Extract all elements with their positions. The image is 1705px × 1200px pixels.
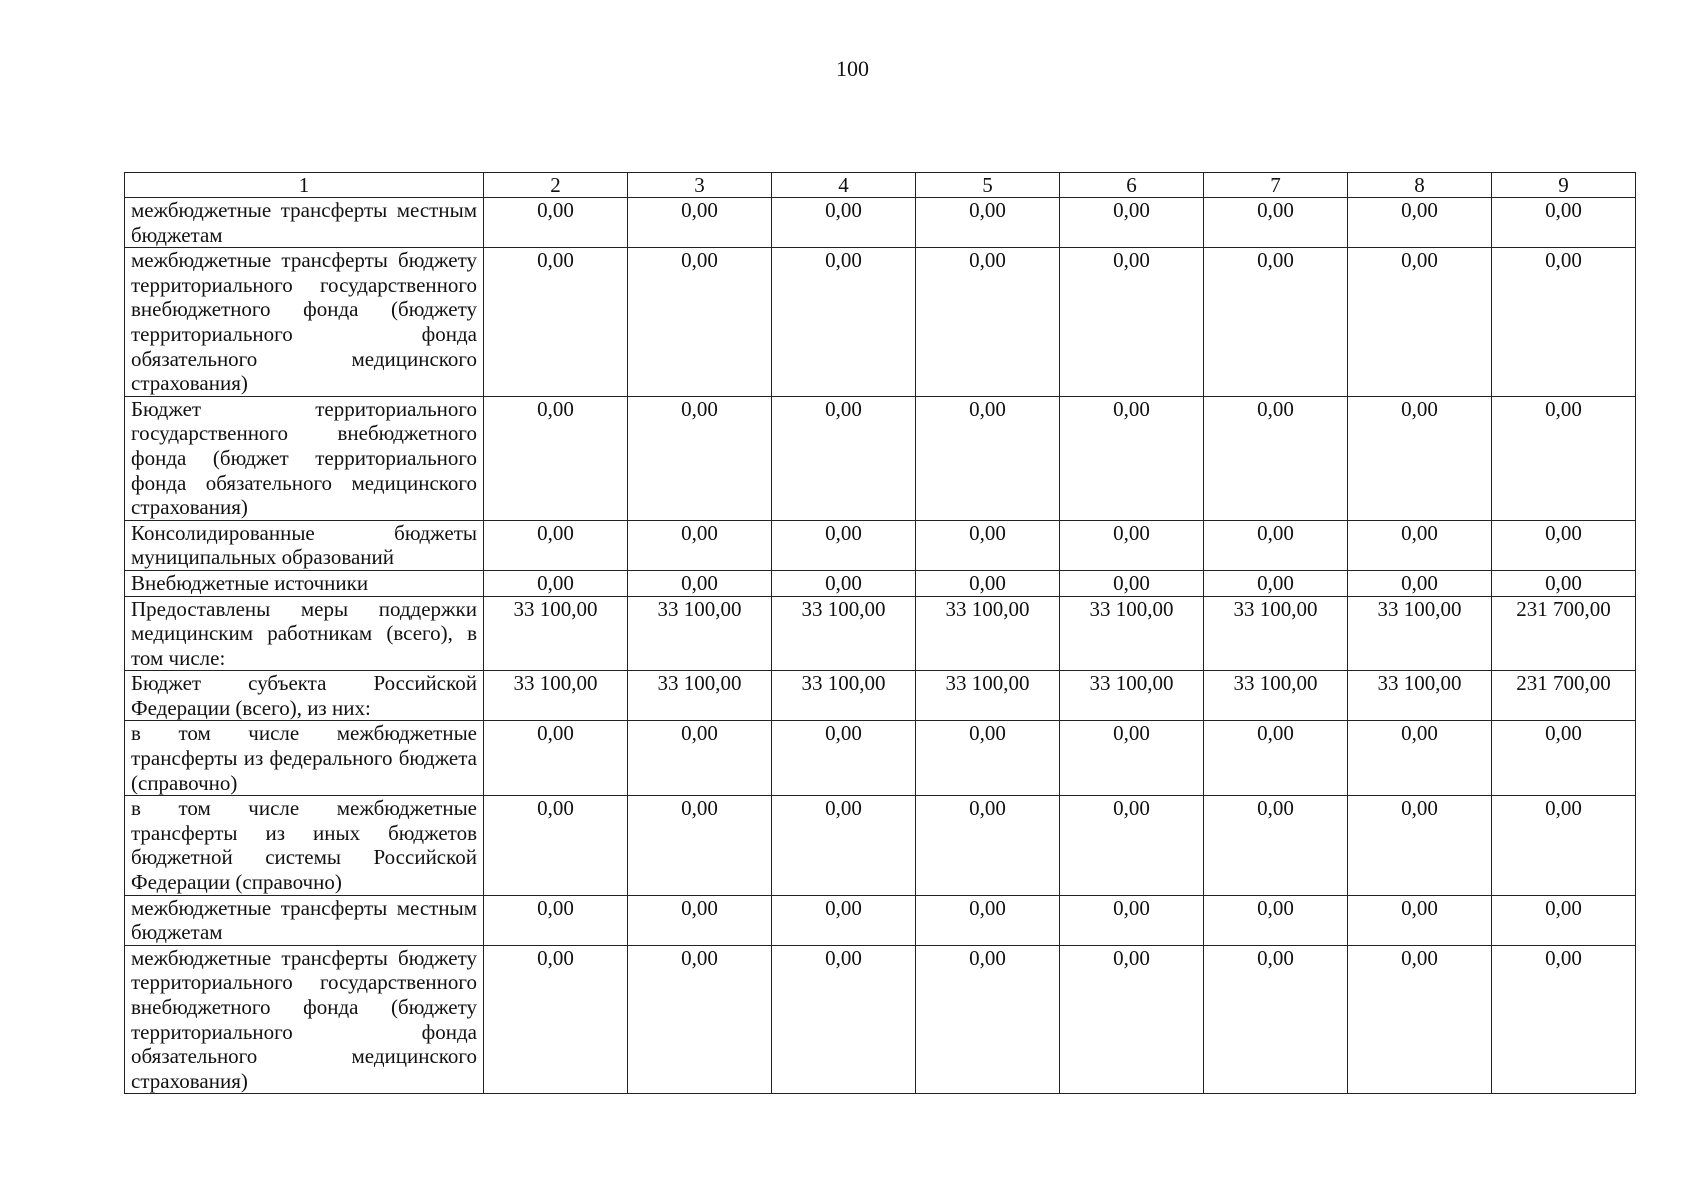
value-cell: 33 100,00 [1204,596,1348,671]
budget-table [124,172,1636,1094]
value-cell: 0,00 [1348,396,1492,520]
value-cell: 33 100,00 [1060,671,1204,721]
value-cell: 0,00 [1348,248,1492,397]
value-cell: 0,00 [628,895,772,945]
value-cell: 33 100,00 [1060,596,1204,671]
value-cell: 0,00 [772,796,916,895]
value-cell: 0,00 [1060,721,1204,796]
value-cell: 0,00 [1204,796,1348,895]
value-cell: 0,00 [1060,796,1204,895]
value-cell: 33 100,00 [484,671,628,721]
value-cell: 33 100,00 [772,671,916,721]
table-row [125,520,1636,570]
value-cell: 33 100,00 [772,596,916,671]
value-cell: 0,00 [1492,570,1636,596]
value-cell: 0,00 [1348,570,1492,596]
value-cell: 0,00 [484,895,628,945]
page-number: 100 [836,56,869,81]
row-label: Бюджет территориального государственного внебюджетного фонда (бюджет территориального фонда обязательного медицинского страхования) [125,396,484,520]
value-cell: 0,00 [628,396,772,520]
value-cell: 0,00 [1348,721,1492,796]
value-cell: 0,00 [1060,945,1204,1094]
value-cell: 0,00 [484,945,628,1094]
value-cell: 0,00 [916,796,1060,895]
value-cell: 33 100,00 [916,671,1060,721]
value-cell: 0,00 [772,895,916,945]
value-cell: 0,00 [628,796,772,895]
value-cell: 0,00 [1348,796,1492,895]
value-cell: 0,00 [484,198,628,248]
value-cell: 0,00 [1492,721,1636,796]
table-row [125,721,1636,796]
value-cell: 0,00 [1060,396,1204,520]
value-cell: 0,00 [484,570,628,596]
value-cell: 0,00 [916,198,1060,248]
table-row [125,796,1636,895]
value-cell: 0,00 [628,248,772,397]
value-cell: 0,00 [1492,945,1636,1094]
value-cell: 0,00 [1204,396,1348,520]
value-cell: 0,00 [1348,945,1492,1094]
value-cell: 33 100,00 [1204,671,1348,721]
table-row [125,198,1636,248]
row-label: Внебюджетные источники [125,570,484,596]
row-label: межбюджетные трансферты местным бюджетам [125,198,484,248]
table-row [125,570,1636,596]
row-label: Предоставлены меры поддержки медицинским работникам (всего), в том числе: [125,596,484,671]
value-cell: 0,00 [772,248,916,397]
table-body [125,198,1636,1094]
value-cell: 0,00 [628,945,772,1094]
value-cell: 0,00 [1492,796,1636,895]
value-cell: 0,00 [916,520,1060,570]
column-header: 6 [1060,173,1204,198]
row-label: межбюджетные трансферты местным бюджетам [125,895,484,945]
table-row [125,671,1636,721]
value-cell: 33 100,00 [916,596,1060,671]
value-cell: 0,00 [916,945,1060,1094]
value-cell: 0,00 [484,396,628,520]
column-header: 4 [772,173,916,198]
value-cell: 0,00 [772,945,916,1094]
table-row [125,945,1636,1094]
value-cell: 0,00 [916,895,1060,945]
column-header: 7 [1204,173,1348,198]
value-cell: 0,00 [1060,198,1204,248]
value-cell: 0,00 [916,248,1060,397]
value-cell: 0,00 [916,721,1060,796]
column-header: 2 [484,173,628,198]
value-cell: 0,00 [1348,198,1492,248]
value-cell: 0,00 [1204,198,1348,248]
value-cell: 0,00 [484,520,628,570]
value-cell: 0,00 [1492,248,1636,397]
value-cell: 0,00 [772,570,916,596]
row-label: в том числе межбюджетные трансферты из иных бюджетов бюджетной системы Российской Федерации (справочно) [125,796,484,895]
row-label: в том числе межбюджетные трансферты из федерального бюджета (справочно) [125,721,484,796]
row-label: межбюджетные трансферты бюджету территориального государственного внебюджетного фонда (бюджету территориального фонда обязательного медицинского страхования) [125,945,484,1094]
value-cell: 33 100,00 [1348,671,1492,721]
value-cell: 0,00 [916,396,1060,520]
value-cell: 0,00 [1060,520,1204,570]
row-label: Консолидированные бюджеты муниципальных образований [125,520,484,570]
value-cell: 33 100,00 [628,596,772,671]
value-cell: 0,00 [772,198,916,248]
value-cell: 0,00 [1204,520,1348,570]
value-cell: 0,00 [484,721,628,796]
table-row [125,396,1636,520]
column-header: 8 [1348,173,1492,198]
value-cell: 0,00 [628,520,772,570]
value-cell: 33 100,00 [1348,596,1492,671]
header-row [125,173,1636,198]
value-cell: 0,00 [772,396,916,520]
value-cell: 0,00 [1492,895,1636,945]
column-header: 9 [1492,173,1636,198]
value-cell: 0,00 [772,520,916,570]
value-cell: 0,00 [1492,396,1636,520]
value-cell: 0,00 [1204,570,1348,596]
value-cell: 0,00 [1204,945,1348,1094]
value-cell: 0,00 [628,198,772,248]
column-header: 3 [628,173,772,198]
value-cell: 0,00 [1060,895,1204,945]
value-cell: 0,00 [1492,520,1636,570]
row-label: Бюджет субъекта Российской Федерации (всего), из них: [125,671,484,721]
value-cell: 0,00 [1348,895,1492,945]
value-cell: 0,00 [1060,570,1204,596]
value-cell: 33 100,00 [484,596,628,671]
value-cell: 231 700,00 [1492,671,1636,721]
row-label: межбюджетные трансферты бюджету территориального государственного внебюджетного фонда (бюджету территориального фонда обязательного медицинского страхования) [125,248,484,397]
value-cell: 33 100,00 [628,671,772,721]
value-cell: 0,00 [1204,248,1348,397]
value-cell: 0,00 [1492,198,1636,248]
value-cell: 0,00 [1204,895,1348,945]
column-header: 5 [916,173,1060,198]
value-cell: 0,00 [1204,721,1348,796]
value-cell: 0,00 [1348,520,1492,570]
value-cell: 0,00 [484,248,628,397]
value-cell: 0,00 [772,721,916,796]
value-cell: 0,00 [628,721,772,796]
value-cell: 0,00 [484,796,628,895]
value-cell: 0,00 [628,570,772,596]
column-header: 1 [125,173,484,198]
value-cell: 0,00 [916,570,1060,596]
value-cell: 231 700,00 [1492,596,1636,671]
value-cell: 0,00 [1060,248,1204,397]
table-row [125,596,1636,671]
table-row [125,895,1636,945]
table-row [125,248,1636,397]
